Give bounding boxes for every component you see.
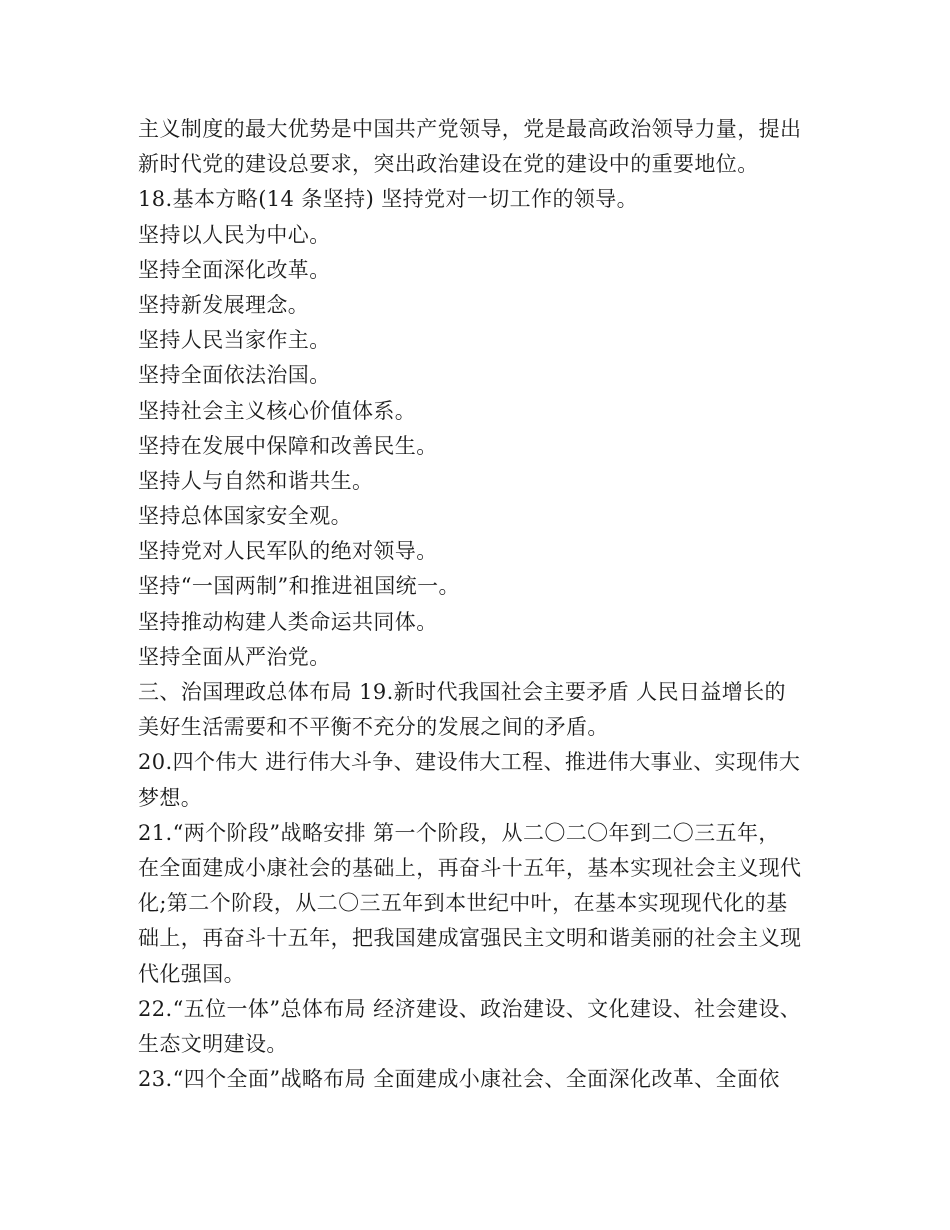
- text-line: 坚持在发展中保障和改善民生。: [138, 433, 438, 458]
- text-line: 23.“四个全面”战略布局 全面建成小康社会、全面深化改革、全面依: [138, 1067, 780, 1092]
- text-line: 在全面建成小康社会的基础上，再奋斗十五年，基本实现社会主义现代: [138, 855, 802, 880]
- text-line: 新时代党的建设总要求，突出政治建设在党的建设中的重要地位。: [138, 152, 759, 177]
- text-line: 坚持“一国两制”和推进祖国统一。: [138, 574, 460, 599]
- text-line: 坚持人民当家作主。: [138, 328, 331, 353]
- text-line: 坚持社会主义核心价值体系。: [138, 398, 417, 423]
- text-line: 坚持以人民为中心。: [138, 222, 331, 247]
- text-line: 化;第二个阶段，从二〇三五年到本世纪中叶，在基本实现现代化的基: [138, 891, 788, 916]
- text-line: 18.基本方略(14 条坚持) 坚持党对一切工作的领导。: [138, 187, 639, 212]
- text-line: 坚持全面依法治国。: [138, 363, 331, 388]
- text-line: 坚持新发展理念。: [138, 292, 310, 317]
- text-line: 20.四个伟大 进行伟大斗争、建设伟大工程、推进伟大事业、实现伟大: [138, 750, 801, 775]
- text-line: 梦想。: [138, 785, 203, 810]
- text-line: 坚持全面深化改革。: [138, 257, 331, 282]
- text-line: 22.“五位一体”总体布局 经济建设、政治建设、文化建设、社会建设、: [138, 996, 802, 1021]
- document-body: [138, 112, 838, 1097]
- text-line: 础上，再奋斗十五年，把我国建成富强民主文明和谐美丽的社会主义现: [138, 926, 802, 951]
- text-line: 三、治国理政总体布局 19.新时代我国社会主要矛盾 人民日益增长的: [138, 680, 786, 704]
- text-line: 生态文明建设。: [138, 1031, 288, 1056]
- text-line: 坚持推动构建人类命运共同体。: [138, 609, 438, 634]
- text-line: 坚持党对人民军队的绝对领导。: [138, 539, 438, 564]
- text-line: 坚持总体国家安全观。: [138, 504, 352, 529]
- text-line: 坚持人与自然和谐共生。: [138, 468, 374, 493]
- text-line: 坚持全面从严治党。: [138, 644, 331, 669]
- text-line: 主义制度的最大优势是中国共产党领导，党是最高政治领导力量，提出: [138, 117, 802, 141]
- text-line: 代化强国。: [138, 961, 245, 986]
- text-line: 21.“两个阶段”战略安排 第一个阶段，从二〇二〇年到二〇三五年，: [138, 820, 780, 845]
- text-line: 美好生活需要和不平衡不充分的发展之间的矛盾。: [138, 715, 609, 740]
